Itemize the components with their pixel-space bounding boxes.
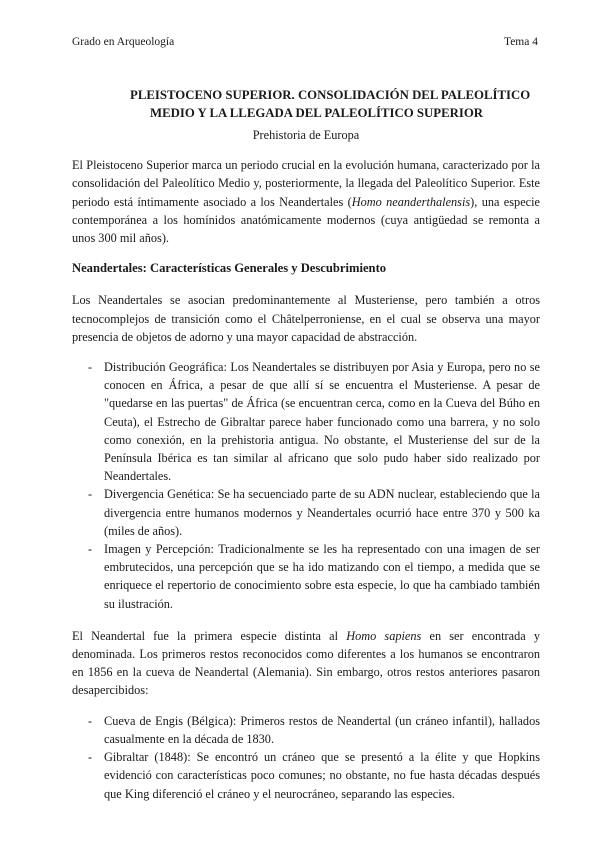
discovery-text-a: El Neandertal fue la primera especie distinta al (72, 628, 347, 643)
document-subtitle: Prehistoria de Europa (252, 128, 360, 142)
header-course: Grado en Arqueología (72, 36, 175, 48)
title-line-1: PLEISTOCENO SUPERIOR. CONSOLIDACIÓN DEL PALEOLÍTICO (130, 88, 531, 102)
intro-text-b: ), una especie contemporánea a los homínidos anatómicamente modernos (cuya antigüedad se remonta a unos 300 mil años). (72, 194, 540, 246)
section-paragraph: Los Neandertales se asocian predominantemente al Musteriense, pero también a otros tecnocomplejos de transición como el Châtelperroniense, en el cual se observa una mayor presencia de objetos de adorno y una mayor capacidad de abstracción. (72, 293, 540, 344)
list-item: - Gibraltar (1848): Se encontró un cráneo que se presentó a la élite y que Hopkins evidenció con características poco comunes; no obstante, no fue hasta décadas después que King diferenció el cráneo y el neurocráneo, separando las especies. (88, 748, 540, 803)
title-line-2: MEDIO Y LA LLEGADA DEL PALEOLÍTICO SUPERIOR (150, 106, 484, 120)
intro-species-name: Homo neanderthalensis (351, 194, 471, 209)
characteristics-list (72, 358, 540, 613)
list-item: - Divergencia Genética: Se ha secuenciado parte de su ADN nuclear, estableciendo que la divergencia entre humanos modernos y Neandertales ocurrió hace entre 370 y 500 ka (miles de años). (88, 485, 540, 540)
header-topic: Tema 4 (503, 36, 538, 48)
section-heading: Neandertales: Características Generales y Descubrimiento (72, 261, 387, 276)
discovery-list (72, 712, 540, 803)
intro-paragraph (72, 156, 540, 247)
list-item: - Imagen y Percepción: Tradicionalmente se les ha representado con una imagen de ser embrutecidos, una percepción que se ha ido matizando con el tiempo, a medida que se enriquece el repertorio de conocimiento sobre esta especie, lo que ha cambiado también su ilustración. (88, 540, 540, 613)
document-title (72, 86, 540, 122)
list-item: - Distribución Geográfica: Los Neandertales se distribuyen por Asia y Europa, pero no se conocen en África, a pesar de que allí sí se encuentra el Musteriense. A pesar de "quedarse en las puertas" de África (se encuentran cerca, como en la Cueva del Búho en Ceuta), el Estrecho de Gibraltar parece haber funcionado como una barrera, y no solo como conexión, en la prehistoria antigua. No obstante, el Musteriense del sur de la Península Ibérica es tan similar al africano que solo pudo haber sido realizado por Neandertales. (88, 358, 540, 485)
discovery-species-name: Homo sapiens (346, 628, 422, 643)
list-item: - Cueva de Engis (Bélgica): Primeros restos de Neandertal (un cráneo infantil), hallados casualmente en la década de 1830. (88, 712, 540, 748)
discovery-text-b: en ser encontrada y denominada. Los primeros restos reconocidos como diferentes a los humanos se encontraron en 1856 en la cueva de Neandertal (Alemania). Sin embargo, otros restos anteriores pasaron desapercibidos: (72, 628, 540, 698)
document-body (72, 86, 540, 817)
intro-text-a: El Pleistoceno Superior marca un periodo crucial en la evolución humana, caracterizado por la consolidación del Paleolítico Medio y, posteriormente, la llegada del Paleolítico Superior. Este periodo está íntimamente asociado a los Neandertales ( (72, 158, 540, 209)
discovery-paragraph (72, 627, 540, 700)
